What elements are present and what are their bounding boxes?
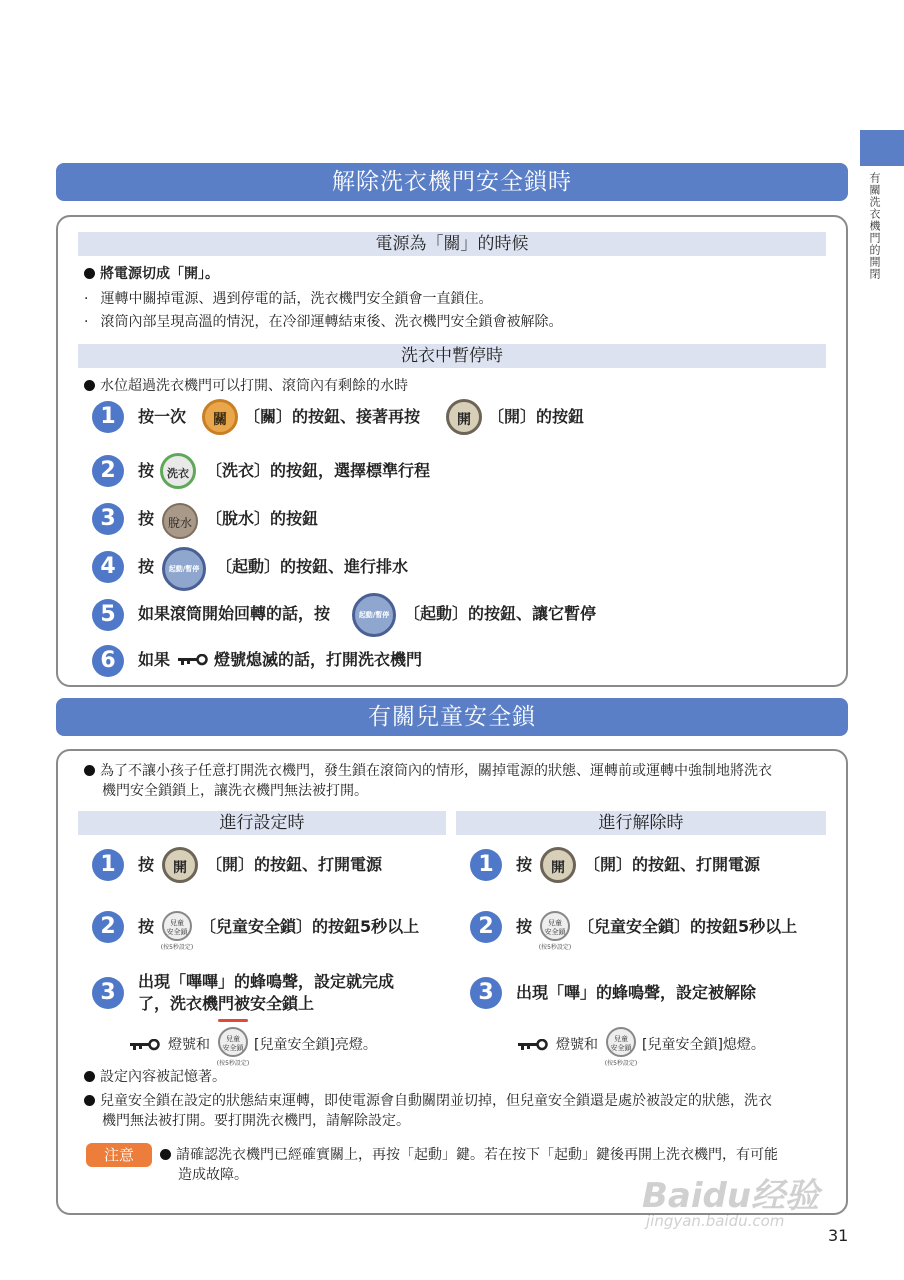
sub-header-power-off: 電源為「關」的時候 xyxy=(78,232,826,256)
step-number-2: 2 xyxy=(92,455,124,487)
section1-panel xyxy=(56,215,848,687)
section2-title: 有關兒童安全鎖 xyxy=(56,698,848,736)
child-lock-button-icon: 兒童 安全鎖 xyxy=(162,911,192,941)
door-lock-key-icon xyxy=(130,1039,160,1051)
sub-header-release: 進行解除時 xyxy=(456,811,826,835)
power-note-1: · 運轉中關掉電源、遇到停電的話，洗衣機門安全鎖會一直鎖住。 xyxy=(84,291,493,307)
set-step-number-3: 3 xyxy=(92,977,124,1009)
release-step-number-3: 3 xyxy=(470,977,502,1009)
release-step-number-1: 1 xyxy=(470,849,502,881)
step-5-text-post: 〔起動〕的按鈕、讓它暫停 xyxy=(404,604,597,623)
step-2-text-post: 〔洗衣〕的按鈕，選擇標準行程 xyxy=(206,461,431,480)
step-4-text-pre: 按 xyxy=(138,557,155,576)
set-step-number-2: 2 xyxy=(92,911,124,943)
set-step-1-pre: 按 xyxy=(138,855,155,874)
step-4-text-post: 〔起動〕的按鈕、進行排水 xyxy=(216,557,409,576)
child-lock-hold-note: (按5秒設定) xyxy=(160,944,194,951)
section1-title: 解除洗衣機門安全鎖時 xyxy=(56,163,848,201)
step-1-text-post: 〔開〕的按鈕 xyxy=(488,407,585,426)
spin-button-icon: 脫水 xyxy=(162,503,198,539)
set-step-3-line1: 出現「嗶嗶」的蜂鳴聲，設定就完成 xyxy=(138,972,395,991)
release-step-2-post: 〔兒童安全鎖〕的按鈕5秒以上 xyxy=(578,917,798,936)
set-step-number-1: 1 xyxy=(92,849,124,881)
set-step-3-line2: 了，洗衣機門被安全鎖上 xyxy=(138,994,315,1013)
step-3-text-post: 〔脫水〕的按鈕 xyxy=(206,509,319,528)
release-step-1-post: 〔開〕的按鈕、打開電源 xyxy=(584,855,761,874)
child-lock-button-icon: 兒童 安全鎖 xyxy=(540,911,570,941)
release-step-3-text: 出現「嗶」的蜂鳴聲，設定被解除 xyxy=(516,983,757,1002)
set-step-1-post: 〔開〕的按鈕、打開電源 xyxy=(206,855,383,874)
step-5-text-pre: 如果滾筒開始回轉的話，按 xyxy=(138,604,331,623)
pause-condition: 水位超過洗衣機門可以打開、滾筒內有剩餘的水時 xyxy=(84,376,408,396)
step-3-text-pre: 按 xyxy=(138,509,155,528)
child-lock-hold-note: (按5秒設定) xyxy=(216,1060,250,1067)
start-pause-button-icon: 起動/暫停 xyxy=(352,593,396,637)
bullet-icon xyxy=(84,380,95,391)
watermark-url: jingyan.baidu.com xyxy=(646,1212,785,1230)
set-step-2-pre: 按 xyxy=(138,917,155,936)
step-6-text-pre: 如果 xyxy=(138,650,171,669)
sub-header-pause: 洗衣中暫停時 xyxy=(78,344,826,368)
release-step-1-pre: 按 xyxy=(516,855,533,874)
release-indicator-pre: 燈號和 xyxy=(556,1037,598,1053)
section2-panel xyxy=(56,749,848,1215)
start-pause-button-icon: 起動/暫停 xyxy=(162,547,206,591)
bullet-icon xyxy=(84,1095,95,1106)
release-indicator-post: [兒童安全鎖]熄燈。 xyxy=(642,1037,765,1053)
bullet-icon xyxy=(160,1149,171,1160)
door-lock-key-icon xyxy=(178,654,208,666)
set-step-2-post: 〔兒童安全鎖〕的按鈕5秒以上 xyxy=(200,917,420,936)
power-on-instruction: 將電源切成「開」。 xyxy=(84,264,219,284)
child-lock-hold-note: (按5秒設定) xyxy=(538,944,572,951)
step-number-1: 1 xyxy=(92,401,124,433)
side-index-label: 有關洗衣機門的開閉 xyxy=(868,172,881,280)
memory-note: 設定內容被記憶著。 xyxy=(84,1067,226,1087)
door-lock-key-icon xyxy=(518,1039,548,1051)
step-2-text-pre: 按 xyxy=(138,461,155,480)
step-1-text-mid: 〔關〕的按鈕、接著再按 xyxy=(244,407,421,426)
wash-button-icon: 洗衣 xyxy=(160,453,196,489)
caution-badge: 注意 xyxy=(86,1143,152,1167)
caution-text: 請確認洗衣機門已經確實關上，再按「起動」鍵。若在按下「起動」鍵後再開上洗衣機門，有可能 造成故障。 xyxy=(160,1145,836,1185)
release-step-2-pre: 按 xyxy=(516,917,533,936)
sub-header-set: 進行設定時 xyxy=(78,811,446,835)
step-number-6: 6 xyxy=(92,645,124,677)
set-indicator-post: [兒童安全鎖]亮燈。 xyxy=(254,1037,377,1053)
step-6-text-post: 燈號熄滅的話，打開洗衣機門 xyxy=(214,650,423,669)
child-lock-button-icon: 兒童 安全鎖 xyxy=(218,1027,248,1057)
step-1-text-pre: 按一次 xyxy=(138,407,187,426)
step-number-5: 5 xyxy=(92,599,124,631)
child-lock-button-icon: 兒童 安全鎖 xyxy=(606,1027,636,1057)
indicator-lit-icon xyxy=(218,1019,248,1022)
child-lock-hold-note: (按5秒設定) xyxy=(604,1060,638,1067)
side-index-tab xyxy=(860,130,904,166)
bullet-icon xyxy=(84,1071,95,1082)
set-indicator-pre: 燈號和 xyxy=(168,1037,210,1053)
page-number: 31 xyxy=(828,1226,849,1245)
bullet-icon xyxy=(84,765,95,776)
auto-off-note: 兒童安全鎖在設定的狀態結束運轉，即使電源會自動關閉並切掉，但兒童安全鎖還是處於被設定的狀態，洗衣 機門無法被打開。要打開洗衣機門，請解除設定。 xyxy=(84,1091,834,1131)
step-number-3: 3 xyxy=(92,503,124,535)
watermark-logo: Baidu经验 xyxy=(642,1176,820,1216)
power-on-button-icon: 開 xyxy=(540,847,576,883)
release-step-number-2: 2 xyxy=(470,911,502,943)
bullet-icon xyxy=(84,268,95,279)
child-lock-intro: 為了不讓小孩子任意打開洗衣機門，發生鎖在滾筒內的情形，關掉電源的狀態、運轉前或運轉中強制地將洗衣 機門安全鎖鎖上，讓洗衣機門無法被打開。 xyxy=(84,761,834,801)
power-on-button-icon: 開 xyxy=(446,399,482,435)
power-off-button-icon: 關 xyxy=(202,399,238,435)
step-number-4: 4 xyxy=(92,551,124,583)
power-on-button-icon: 開 xyxy=(162,847,198,883)
power-note-2: · 滾筒內部呈現高溫的情況，在冷卻運轉結束後、洗衣機門安全鎖會被解除。 xyxy=(84,314,563,330)
